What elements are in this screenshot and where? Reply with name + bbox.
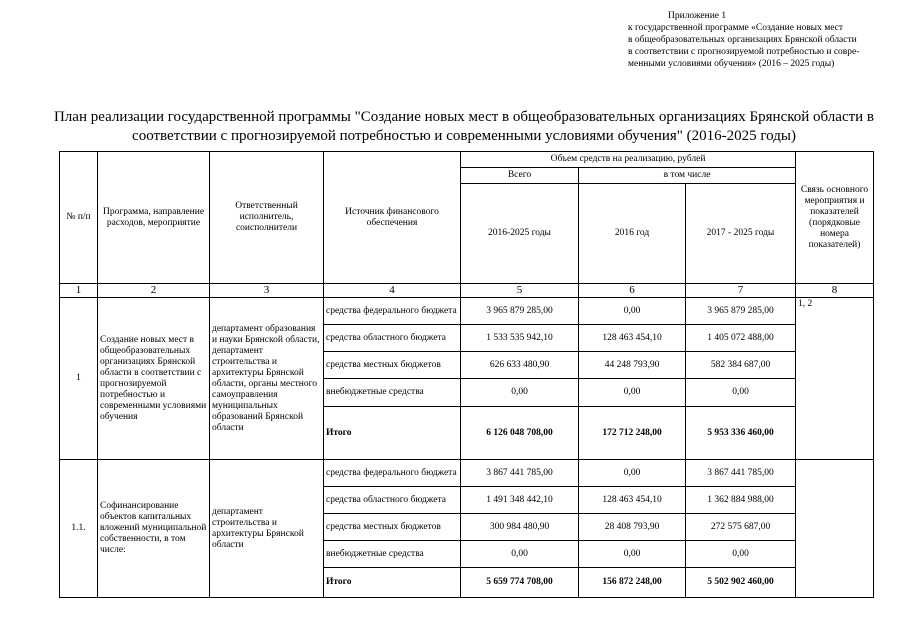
y2016-cell: 0,00 bbox=[579, 298, 686, 325]
total-cell: 0,00 bbox=[461, 541, 579, 568]
source-cell: внебюджетные средства bbox=[324, 379, 461, 407]
column-number: 4 bbox=[324, 284, 461, 298]
y2017-cell: 3 867 441 785,00 bbox=[686, 460, 796, 487]
header-period-total: 2016-2025 годы bbox=[461, 184, 579, 284]
appendix-line: к государственной программе «Создание новых мест bbox=[628, 23, 844, 33]
source-cell: внебюджетные средства bbox=[324, 541, 461, 568]
section-program: Софинансирование объектов капитальных вложений муниципальной собственности, в том числе: bbox=[98, 460, 210, 598]
header-year-2016: 2016 год bbox=[579, 184, 686, 284]
y2016-cell: 172 712 248,00 bbox=[579, 407, 686, 460]
header-period-2017: 2017 - 2025 годы bbox=[686, 184, 796, 284]
page-title: План реализации государственной программы "Создание новых мест в общеобразовательных организациях Брянской области в соответствии с прогнозируемой потребностью и современными условиями обучения" (2016-2025 годы) bbox=[53, 109, 875, 144]
source-cell: средства областного бюджета bbox=[324, 487, 461, 514]
source-total-cell: Итого bbox=[324, 568, 461, 598]
column-number: 6 bbox=[579, 284, 686, 298]
y2017-cell: 582 384 687,00 bbox=[686, 352, 796, 379]
column-numbers-row bbox=[60, 284, 874, 298]
y2016-cell: 28 408 793,90 bbox=[579, 514, 686, 541]
header-volume: Объем средств на реализацию, рублей bbox=[461, 152, 796, 168]
section-num: 1 bbox=[60, 298, 98, 460]
total-cell: 3 965 879 285,00 bbox=[461, 298, 579, 325]
y2016-cell: 128 463 454,10 bbox=[579, 487, 686, 514]
column-number: 8 bbox=[796, 284, 874, 298]
section-link: 1, 2 bbox=[796, 298, 874, 460]
section-executor: департамент строительства и архитектуры Брянской области bbox=[210, 460, 324, 598]
source-cell: средства местных бюджетов bbox=[324, 352, 461, 379]
section-1-1 bbox=[60, 460, 874, 598]
y2017-cell: 0,00 bbox=[686, 541, 796, 568]
column-number: 7 bbox=[686, 284, 796, 298]
section-executor: департамент образования и науки Брянской области, департамент строительства и архитектуры Брянской области, органы местного самоуправления муниципальных образований Брянской области bbox=[210, 298, 324, 460]
y2016-cell: 0,00 bbox=[579, 460, 686, 487]
table-row bbox=[60, 460, 874, 487]
y2016-cell: 44 248 793,90 bbox=[579, 352, 686, 379]
header-including: в том числе bbox=[579, 168, 796, 184]
y2017-cell: 0,00 bbox=[686, 379, 796, 407]
y2017-cell: 1 362 884 988,00 bbox=[686, 487, 796, 514]
y2016-cell: 0,00 bbox=[579, 541, 686, 568]
y2017-cell: 1 405 072 488,00 bbox=[686, 325, 796, 352]
appendix-note bbox=[628, 10, 898, 70]
section-link bbox=[796, 460, 874, 598]
total-cell: 6 126 048 708,00 bbox=[461, 407, 579, 460]
plan-table bbox=[59, 151, 874, 598]
source-cell: средства федерального бюджета bbox=[324, 298, 461, 325]
y2017-cell: 5 502 902 460,00 bbox=[686, 568, 796, 598]
header-total: Всего bbox=[461, 168, 579, 184]
header-link: Связь основного мероприятия и показателей (порядковые номера показателей) bbox=[796, 152, 874, 284]
y2016-cell: 0,00 bbox=[579, 379, 686, 407]
total-cell: 626 633 480,90 bbox=[461, 352, 579, 379]
total-cell: 3 867 441 785,00 bbox=[461, 460, 579, 487]
appendix-line: в соответствии с прогнозируемой потребностью и совре- bbox=[628, 47, 860, 57]
table-row bbox=[60, 298, 874, 325]
appendix-line: менными условиями обучения» (2016 – 2025 годы) bbox=[628, 59, 835, 69]
y2016-cell: 156 872 248,00 bbox=[579, 568, 686, 598]
header-program: Программа, направление расходов, мероприятие bbox=[98, 152, 210, 284]
section-program: Создание новых мест в общеобразовательных организациях Брянской области в соответствии с прогнозируемой потребностью и современными условиями обучения bbox=[98, 298, 210, 460]
appendix-heading: Приложение 1 bbox=[668, 11, 727, 21]
column-number: 1 bbox=[60, 284, 98, 298]
total-cell: 0,00 bbox=[461, 379, 579, 407]
table-header bbox=[60, 152, 874, 298]
y2016-cell: 128 463 454,10 bbox=[579, 325, 686, 352]
header-num: № п/п bbox=[60, 152, 98, 284]
source-cell: средства местных бюджетов bbox=[324, 514, 461, 541]
total-cell: 1 533 535 942,10 bbox=[461, 325, 579, 352]
total-cell: 1 491 348 442,10 bbox=[461, 487, 579, 514]
column-number: 3 bbox=[210, 284, 324, 298]
column-number: 5 bbox=[461, 284, 579, 298]
section-num: 1.1. bbox=[60, 460, 98, 598]
section-1 bbox=[60, 298, 874, 460]
header-source: Источник финансового обеспечения bbox=[324, 152, 461, 284]
header-executor: Ответственный исполнитель, соисполнители bbox=[210, 152, 324, 284]
total-cell: 5 659 774 708,00 bbox=[461, 568, 579, 598]
y2017-cell: 3 965 879 285,00 bbox=[686, 298, 796, 325]
source-cell: средства областного бюджета bbox=[324, 325, 461, 352]
total-cell: 300 984 480,90 bbox=[461, 514, 579, 541]
y2017-cell: 272 575 687,00 bbox=[686, 514, 796, 541]
y2017-cell: 5 953 336 460,00 bbox=[686, 407, 796, 460]
source-cell: средства федерального бюджета bbox=[324, 460, 461, 487]
source-total-cell: Итого bbox=[324, 407, 461, 460]
column-number: 2 bbox=[98, 284, 210, 298]
appendix-line: в общеобразовательных организациях Брянской области bbox=[628, 35, 857, 45]
